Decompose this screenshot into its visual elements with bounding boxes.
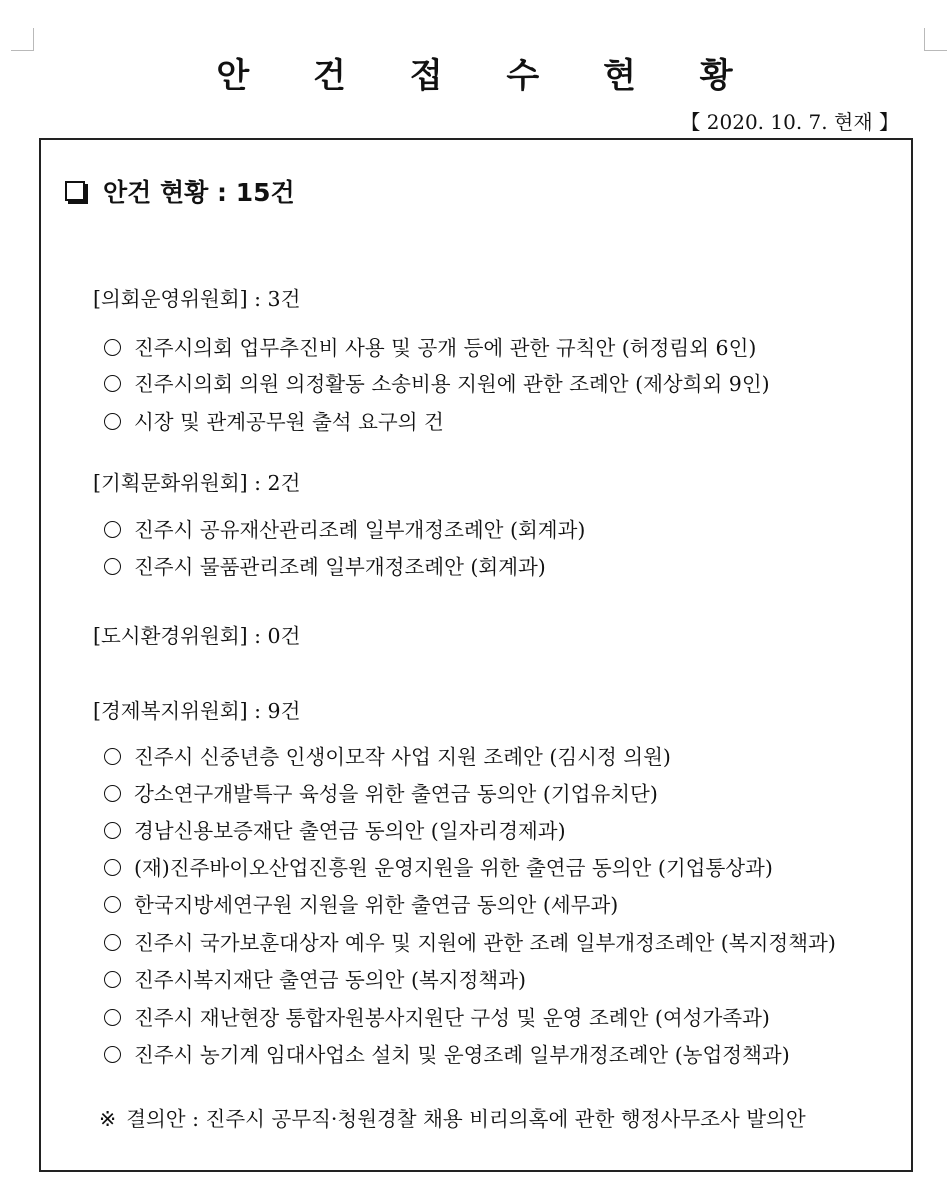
- circle-bullet-icon: [104, 934, 121, 951]
- list-item: [104, 777, 658, 807]
- committee-title: [경제복지위원회] : 9건: [93, 699, 301, 723]
- committee-title: [의회운영위원회] : 3건: [93, 287, 301, 311]
- resolution-note: [99, 1102, 806, 1132]
- page-title: 안 건 접 수 현 황: [216, 56, 759, 96]
- item-text: 경남신용보증재단 출연금 동의안 (일자리경제과): [134, 819, 566, 843]
- item-text: 진주시 공유재산관리조례 일부개정조례안 (회계과): [134, 518, 586, 542]
- circle-bullet-icon: [104, 339, 121, 356]
- list-item: [104, 1001, 770, 1031]
- circle-bullet-icon: [104, 558, 121, 575]
- item-text: 시장 및 관계공무원 출석 요구의 건: [134, 410, 444, 434]
- circle-bullet-icon: [104, 971, 121, 988]
- item-text: (재)진주바이오산업진흥원 운영지원을 위한 출연금 동의안 (기업통상과): [134, 856, 773, 880]
- item-text: 진주시 물품관리조례 일부개정조례안 (회계과): [134, 555, 546, 579]
- list-item: [104, 1038, 790, 1068]
- list-item: [104, 405, 444, 435]
- circle-bullet-icon: [104, 822, 121, 839]
- item-text: 진주시 농기계 임대사업소 설치 및 운영조례 일부개정조례안 (농업정책과): [134, 1043, 790, 1067]
- committee-title: [도시환경위원회] : 0건: [93, 624, 301, 648]
- circle-bullet-icon: [104, 748, 121, 765]
- content-frame: [39, 138, 913, 1172]
- checkbox-bullet-icon: [65, 181, 85, 201]
- circle-bullet-icon: [104, 785, 121, 802]
- item-text: 진주시 국가보훈대상자 예우 및 지원에 관한 조례 일부개정조례안 (복지정책과): [134, 931, 836, 955]
- list-item: [104, 963, 526, 993]
- item-text: 진주시의회 업무추진비 사용 및 공개 등에 관한 규칙안 (허정림외 6인): [134, 336, 757, 360]
- list-item: [104, 814, 566, 844]
- list-item: [104, 550, 546, 580]
- item-text: 강소연구개발특구 육성을 위한 출연금 동의안 (기업유치단): [134, 782, 658, 806]
- circle-bullet-icon: [104, 521, 121, 538]
- item-text: 진주시 재난현장 통합자원봉사지원단 구성 및 운영 조례안 (여성가족과): [134, 1006, 770, 1030]
- committee-title: [기획문화위원회] : 2건: [93, 471, 301, 495]
- item-text: 진주시의회 의원 의정활동 소송비용 지원에 관한 조례안 (제상희외 9인): [134, 372, 770, 396]
- item-text: 한국지방세연구원 지원을 위한 출연금 동의안 (세무과): [134, 893, 619, 917]
- summary-heading: [65, 173, 295, 209]
- circle-bullet-icon: [104, 375, 121, 392]
- circle-bullet-icon: [104, 1046, 121, 1063]
- note-text: 결의안 : 진주시 공무직·청원경찰 채용 비리의혹에 관한 행정사무조사 발의안: [126, 1107, 806, 1131]
- summary-text: 안건 현황 : 15건: [103, 178, 295, 207]
- list-item: [104, 331, 756, 361]
- item-text: 진주시 신중년층 인생이모작 사업 지원 조례안 (김시정 의원): [134, 745, 671, 769]
- circle-bullet-icon: [104, 896, 121, 913]
- list-item: [104, 888, 618, 918]
- circle-bullet-icon: [104, 1009, 121, 1026]
- list-item: [104, 926, 836, 956]
- list-item: [104, 740, 671, 770]
- item-text: 진주시복지재단 출연금 동의안 (복지정책과): [134, 968, 526, 992]
- date-label: 【 2020. 10. 7. 현재 】: [680, 110, 899, 134]
- list-item: [104, 367, 770, 397]
- reference-mark-icon: ※: [99, 1107, 117, 1131]
- circle-bullet-icon: [104, 413, 121, 430]
- circle-bullet-icon: [104, 859, 121, 876]
- list-item: [104, 513, 585, 543]
- list-item: [104, 851, 773, 881]
